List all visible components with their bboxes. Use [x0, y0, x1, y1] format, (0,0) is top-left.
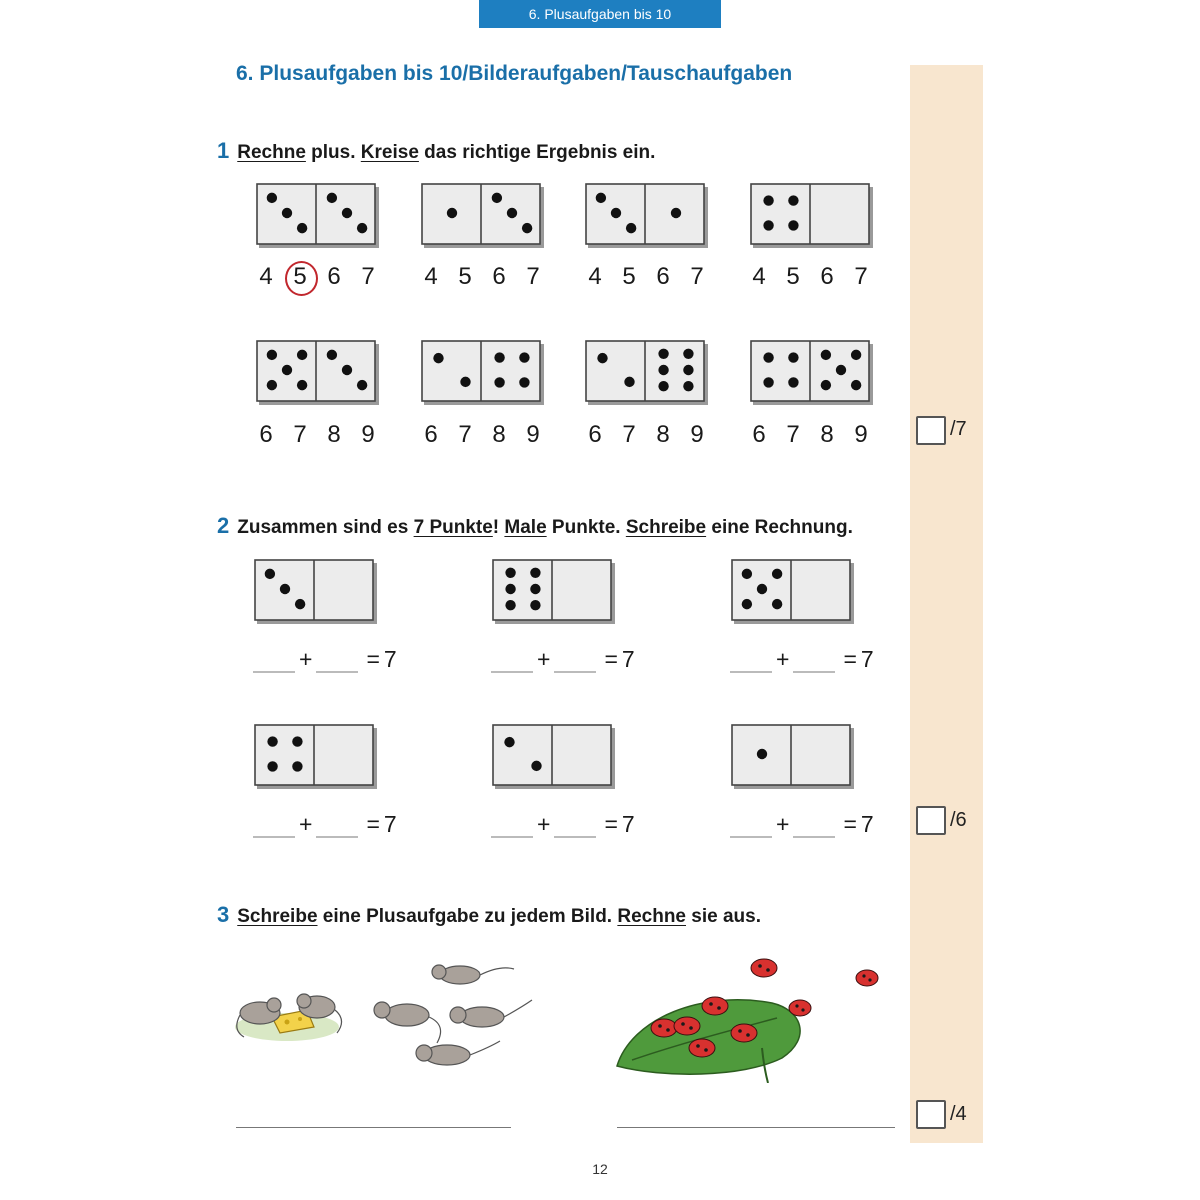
domino-pip [460, 377, 470, 387]
task1-instruction [217, 138, 655, 164]
domino-pip [597, 353, 607, 363]
page-title: 6. Plusaufgaben bis 10/Bilderaufgaben/Tauschaufgaben [236, 62, 793, 85]
answer-blank[interactable] [730, 816, 772, 838]
choice-number[interactable]: 5 [786, 263, 800, 290]
domino-pip [267, 350, 277, 360]
domino-pip [624, 377, 634, 387]
domino-pip [505, 568, 515, 578]
domino-pip [297, 223, 307, 233]
task1-text-part: das richtige Ergebnis ein. [418, 142, 656, 163]
domino-pip [507, 208, 517, 218]
task2-text-part: ! [492, 517, 505, 538]
domino-pip [447, 208, 457, 218]
choice-number[interactable]: 6 [424, 421, 438, 448]
domino-pip [505, 584, 515, 594]
domino-pip [658, 365, 668, 375]
domino-t1-5 [256, 340, 380, 406]
domino-pip [763, 195, 773, 205]
domino-pip [851, 380, 861, 390]
answer-blank[interactable] [491, 651, 533, 673]
domino-pip [658, 381, 668, 391]
score-label-task2: /6 [950, 809, 967, 831]
domino-pip [505, 600, 515, 610]
choice-number[interactable]: 6 [259, 421, 273, 448]
choice-number[interactable]: 4 [752, 263, 766, 290]
answer-blank[interactable] [793, 651, 835, 673]
task2-verb-schreibe: Schreibe [625, 517, 707, 538]
domino-t1-6 [421, 340, 545, 406]
domino-pip [522, 223, 532, 233]
choice-number[interactable]: 7 [854, 263, 868, 290]
domino-pip [530, 600, 540, 610]
domino-pip [280, 584, 290, 594]
domino-t2-1 [254, 559, 378, 625]
choice-number[interactable]: 6 [752, 421, 766, 448]
choice-number[interactable]: 5 [622, 263, 636, 290]
choice-number[interactable]: 7 [786, 421, 800, 448]
equation-result: 7 [860, 811, 874, 837]
task2-text-part: eine Rechnung. [706, 517, 853, 538]
domino-pip [742, 599, 752, 609]
domino-pip [757, 749, 767, 759]
task2-seven-points: 7 Punkte [413, 517, 493, 538]
score-checkbox-task2[interactable] [916, 806, 946, 835]
answer-choices-row [414, 260, 550, 294]
domino-pip [292, 761, 302, 771]
equation [487, 811, 635, 838]
domino-pip [788, 352, 798, 362]
choice-number[interactable]: 6 [327, 263, 341, 290]
answer-blank[interactable] [554, 816, 596, 838]
domino-pip [683, 365, 693, 375]
task2-verb-male: Male [504, 517, 547, 538]
task3-verb-schreibe: Schreibe [237, 906, 318, 927]
task3-number: 3 [217, 902, 230, 927]
plus-sign: + [776, 811, 790, 837]
task3-text-part: eine Plusaufgabe zu jedem Bild. [317, 906, 618, 927]
domino-t1-1 [256, 183, 380, 249]
domino-pip [788, 220, 798, 230]
domino-pip [433, 353, 443, 363]
domino-pip [836, 365, 846, 375]
answer-choices-row [578, 418, 714, 452]
score-checkbox-task3[interactable] [916, 1100, 946, 1129]
task3-verb-rechne: Rechne [617, 906, 686, 927]
domino-pip [626, 223, 636, 233]
task2-text-part: Zusammen sind es [237, 517, 414, 538]
domino-pip [297, 380, 307, 390]
choice-number[interactable]: 8 [820, 421, 834, 448]
choice-number[interactable]: 7 [526, 263, 540, 290]
task1-text-part: plus. [305, 142, 361, 163]
equation-result: 7 [621, 646, 635, 672]
domino-t2-5 [492, 724, 616, 790]
plus-sign: + [299, 646, 313, 672]
choice-number[interactable]: 7 [293, 421, 307, 448]
domino-pip [267, 193, 277, 203]
choice-number[interactable]: 7 [622, 421, 636, 448]
chapter-tab [479, 0, 721, 28]
domino-pip [342, 208, 352, 218]
score-label-task1: /7 [950, 418, 967, 440]
choice-number-circled[interactable]: 5 [283, 260, 317, 294]
choice-number[interactable]: 6 [588, 421, 602, 448]
domino-pip [763, 220, 773, 230]
answer-blank[interactable] [253, 816, 295, 838]
choice-number[interactable]: 6 [492, 263, 506, 290]
domino-pip [763, 377, 773, 387]
domino-pip [327, 350, 337, 360]
choice-number[interactable]: 7 [361, 263, 375, 290]
domino-pip [492, 193, 502, 203]
domino-pip [772, 569, 782, 579]
choice-number[interactable]: 4 [588, 263, 602, 290]
equation-result: 7 [383, 811, 397, 837]
domino-pip [596, 193, 606, 203]
answer-choices-row [578, 260, 714, 294]
domino-t1-3 [585, 183, 709, 249]
domino-pip [357, 380, 367, 390]
answer-blank[interactable] [316, 816, 358, 838]
answer-line-right[interactable] [617, 1127, 895, 1128]
answer-choices-row [414, 418, 550, 452]
domino-t1-4 [750, 183, 874, 249]
domino-pip [530, 568, 540, 578]
domino-pip [671, 208, 681, 218]
domino-pip [282, 208, 292, 218]
domino-pip [851, 350, 861, 360]
ladybugs-illustration [612, 948, 907, 1083]
equation [726, 811, 874, 838]
equation-result: 7 [860, 646, 874, 672]
answer-blank[interactable] [253, 651, 295, 673]
choice-number[interactable]: 6 [656, 263, 670, 290]
domino-pip [742, 569, 752, 579]
choice-number[interactable]: 5 [458, 263, 472, 290]
task1-verb-rechne: Rechne [237, 142, 306, 163]
domino-pip [519, 377, 529, 387]
domino-pip [530, 584, 540, 594]
domino-pip [357, 223, 367, 233]
domino-pip [788, 195, 798, 205]
choice-number[interactable]: 4 [424, 263, 438, 290]
domino-pip [763, 352, 773, 362]
task1-number: 1 [217, 138, 230, 163]
choice-number[interactable]: 7 [458, 421, 472, 448]
equals-sign: = [366, 646, 380, 672]
equation [249, 811, 397, 838]
answer-choices-row [249, 418, 385, 452]
plus-sign: + [537, 646, 551, 672]
task2-number: 2 [217, 513, 230, 538]
domino-pip [327, 193, 337, 203]
task3-text-part: sie aus. [686, 906, 761, 927]
domino-pip [519, 352, 529, 362]
answer-blank[interactable] [554, 651, 596, 673]
equals-sign: = [366, 811, 380, 837]
task2-instruction [217, 513, 853, 539]
choice-number[interactable]: 8 [327, 421, 341, 448]
domino-pip [282, 365, 292, 375]
choice-number[interactable]: 8 [656, 421, 670, 448]
task1-text [237, 142, 655, 164]
mice-illustration [232, 955, 542, 1085]
choice-number[interactable]: 6 [820, 263, 834, 290]
answer-choices-row [742, 418, 878, 452]
domino-pip [504, 737, 514, 747]
domino-pip [611, 208, 621, 218]
domino-pip [267, 380, 277, 390]
domino-t2-6 [731, 724, 855, 790]
choice-number[interactable]: 4 [259, 263, 273, 290]
equals-sign: = [843, 811, 857, 837]
choice-number[interactable]: 9 [854, 421, 868, 448]
task2-text [237, 517, 853, 539]
plus-sign: + [299, 811, 313, 837]
choice-number[interactable]: 9 [361, 421, 375, 448]
domino-pip [772, 599, 782, 609]
domino-pip [757, 584, 767, 594]
domino-pip [821, 350, 831, 360]
chapter-tab-label: 6. Plusaufgaben bis 10 [528, 6, 672, 22]
score-sidebar [910, 65, 983, 1143]
domino-t2-2 [492, 559, 616, 625]
equation [487, 646, 635, 673]
domino-t1-2 [421, 183, 545, 249]
page-number: 12 [592, 1161, 608, 1177]
answer-choices-row [742, 260, 878, 294]
choice-number[interactable]: 7 [690, 263, 704, 290]
domino-pip [683, 381, 693, 391]
domino-pip [821, 380, 831, 390]
domino-t1-8 [750, 340, 874, 406]
equals-sign: = [604, 646, 618, 672]
task3-text [237, 906, 761, 928]
equation-result: 7 [621, 811, 635, 837]
domino-t2-3 [731, 559, 855, 625]
domino-pip [683, 349, 693, 359]
domino-pip [658, 349, 668, 359]
answer-blank[interactable] [730, 651, 772, 673]
domino-t2-4 [254, 724, 378, 790]
domino-pip [494, 352, 504, 362]
domino-pip [531, 761, 541, 771]
task3-instruction [217, 902, 761, 928]
domino-pip [788, 377, 798, 387]
domino-pip [292, 736, 302, 746]
equals-sign: = [843, 646, 857, 672]
score-label-task3: /4 [950, 1103, 967, 1125]
choice-number[interactable]: 8 [492, 421, 506, 448]
domino-pip [265, 569, 275, 579]
domino-pip [342, 365, 352, 375]
domino-pip [297, 350, 307, 360]
equation-result: 7 [383, 646, 397, 672]
answer-choices-row [249, 260, 385, 294]
plus-sign: + [776, 646, 790, 672]
plus-sign: + [537, 811, 551, 837]
domino-pip [267, 736, 277, 746]
equals-sign: = [604, 811, 618, 837]
answer-blank[interactable] [793, 816, 835, 838]
equation [726, 646, 874, 673]
domino-pip [295, 599, 305, 609]
answer-line-left[interactable] [236, 1127, 511, 1128]
task1-verb-kreise: Kreise [360, 142, 419, 163]
answer-blank[interactable] [316, 651, 358, 673]
choice-number[interactable]: 9 [526, 421, 540, 448]
domino-pip [267, 761, 277, 771]
equation [249, 646, 397, 673]
domino-pip [494, 377, 504, 387]
domino-t1-7 [585, 340, 709, 406]
score-checkbox-task1[interactable] [916, 416, 946, 445]
task2-text-part: Punkte. [546, 517, 626, 538]
choice-number[interactable]: 9 [690, 421, 704, 448]
answer-blank[interactable] [491, 816, 533, 838]
